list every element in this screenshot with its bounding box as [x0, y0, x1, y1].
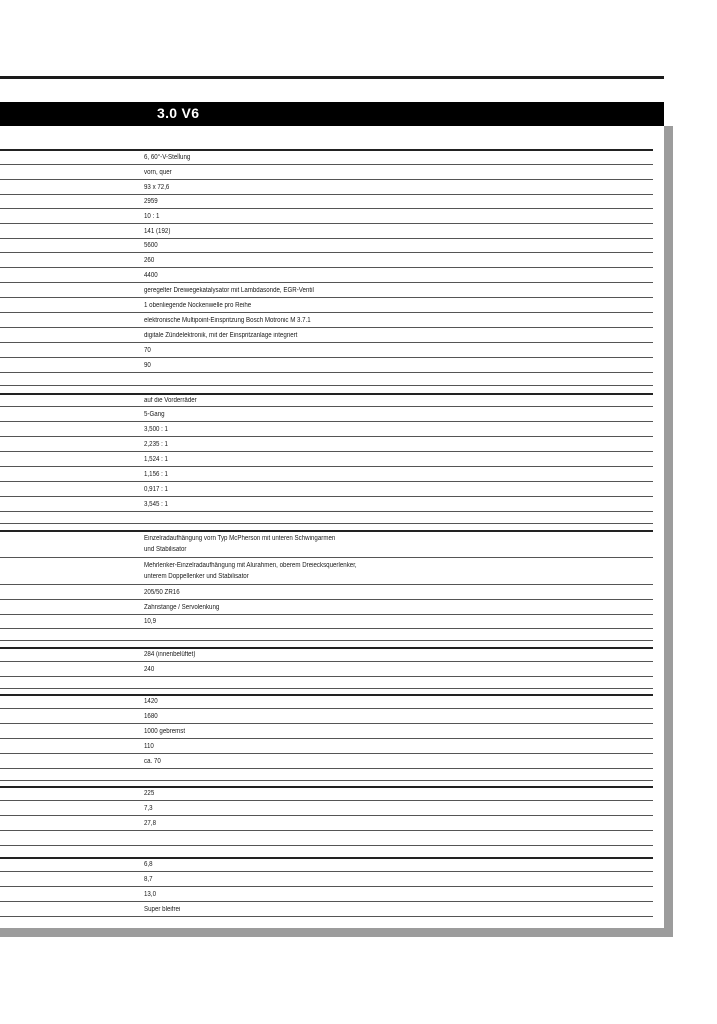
- spec-value: 284 (innenbelüftet): [144, 651, 196, 658]
- spec-value: 240: [144, 666, 155, 673]
- spec-table-panel: [0, 102, 664, 928]
- spec-value: geregelter Dreiwegekatalysator mit Lambdasonde, EGR-Ventil: [144, 287, 314, 294]
- row-rule: [0, 385, 653, 386]
- row-rule: [0, 511, 653, 512]
- row-rule: [0, 640, 653, 641]
- row-rule: [0, 421, 653, 422]
- spec-value: 10,9: [144, 618, 156, 625]
- row-rule: [0, 871, 653, 872]
- row-rule: [0, 753, 653, 754]
- spec-value: 205/50 ZR16: [144, 589, 180, 596]
- row-rule: [0, 342, 653, 343]
- spec-value: 0,917 : 1: [144, 486, 168, 493]
- spec-value: Super bleifrei: [144, 906, 181, 913]
- row-rule: [0, 357, 653, 358]
- row-rule: [0, 708, 653, 709]
- spec-value: 10 : 1: [144, 213, 160, 220]
- row-rule: [0, 327, 653, 328]
- section-rule: [0, 694, 653, 696]
- spec-value: 5-Gang: [144, 411, 165, 418]
- spec-value: Mehrlenker-Einzelradaufhängung mit Alurahmen, oberem Dreiecksquerlenker,: [144, 562, 357, 569]
- spec-value: 141 (192): [144, 228, 171, 235]
- spec-value: auf die Vorderräder: [144, 397, 197, 404]
- section-rule: [0, 786, 653, 788]
- row-rule: [0, 688, 653, 689]
- row-rule: [0, 496, 653, 497]
- row-rule: [0, 614, 653, 615]
- spec-value: 5600: [144, 242, 158, 249]
- row-rule: [0, 282, 653, 283]
- row-rule: [0, 830, 653, 831]
- row-rule: [0, 916, 653, 917]
- row-rule: [0, 628, 653, 629]
- row-rule: [0, 267, 653, 268]
- spec-value: 8,7: [144, 876, 153, 883]
- spec-value: digitale Zündelektronik, mit der Einspritzanlage integriert: [144, 332, 298, 339]
- spec-value: 7,3: [144, 805, 153, 812]
- table-header: [0, 102, 664, 126]
- spec-value: 70: [144, 347, 151, 354]
- spec-value: 6,8: [144, 861, 153, 868]
- row-rule: [0, 661, 653, 662]
- row-rule: [0, 238, 653, 239]
- spec-value: 260: [144, 257, 155, 264]
- spec-value: 6, 60°-V-Stellung: [144, 154, 191, 161]
- column-title: 3.0 V6: [157, 105, 200, 121]
- spec-value: 93 x 72,6: [144, 184, 170, 191]
- row-rule: [0, 208, 653, 209]
- section-rule: [0, 393, 653, 395]
- row-rule: [0, 738, 653, 739]
- row-rule: [0, 406, 653, 407]
- section-rule: [0, 647, 653, 649]
- spec-value: 4400: [144, 272, 158, 279]
- spec-value: 225: [144, 790, 155, 797]
- row-rule: [0, 901, 653, 902]
- row-rule: [0, 800, 653, 801]
- row-rule: [0, 436, 653, 437]
- spec-value: 3,545 : 1: [144, 501, 168, 508]
- spec-value: 1000 gebremst: [144, 728, 186, 735]
- row-rule: [0, 723, 653, 724]
- row-rule: [0, 194, 653, 195]
- row-rule: [0, 523, 653, 524]
- row-rule: [0, 845, 653, 846]
- spec-value: 2,235 : 1: [144, 441, 168, 448]
- spec-value: ca. 70: [144, 758, 161, 765]
- row-rule: [0, 557, 653, 558]
- row-rule: [0, 179, 653, 180]
- row-rule: [0, 164, 653, 165]
- section-rule: [0, 857, 653, 859]
- spec-value: 1,524 : 1: [144, 456, 168, 463]
- row-rule: [0, 886, 653, 887]
- spec-value: 1420: [144, 698, 158, 705]
- spec-value: 1680: [144, 713, 158, 720]
- row-rule: [0, 584, 653, 585]
- spec-value: vorn, quer: [144, 169, 172, 176]
- top-rule: [0, 76, 664, 79]
- spec-value: 110: [144, 743, 154, 750]
- section-rule: [0, 530, 653, 532]
- row-rule: [0, 599, 653, 600]
- row-rule: [0, 372, 653, 373]
- row-rule: [0, 768, 653, 769]
- spec-value: 2959: [144, 198, 158, 205]
- spec-value: und Stabilisator: [144, 546, 187, 553]
- spec-value: 13,0: [144, 891, 156, 898]
- row-rule: [0, 312, 653, 313]
- row-rule: [0, 297, 653, 298]
- row-rule: [0, 676, 653, 677]
- spec-value: Einzelradaufhängung vorn Typ McPherson mit unteren Schwingarmen: [144, 535, 336, 542]
- spec-value: 90: [144, 362, 151, 369]
- row-rule: [0, 815, 653, 816]
- spec-value: elektronische Multipoint-Einspritzung Bosch Motronic M 3.7.1: [144, 317, 311, 324]
- row-rule: [0, 466, 653, 467]
- row-rule: [0, 223, 653, 224]
- row-rule: [0, 780, 653, 781]
- row-rule: [0, 481, 653, 482]
- section-rule: [0, 149, 653, 151]
- spec-value: 1,156 : 1: [144, 471, 168, 478]
- spec-value: 1 obenliegende Nockenwelle pro Reihe: [144, 302, 252, 309]
- row-rule: [0, 451, 653, 452]
- spec-value: Zahnstange / Servolenkung: [144, 604, 220, 611]
- spec-value: 3,500 : 1: [144, 426, 168, 433]
- spec-value: unterem Doppellenker und Stabilisator: [144, 573, 249, 580]
- spec-value: 27,8: [144, 820, 156, 827]
- row-rule: [0, 252, 653, 253]
